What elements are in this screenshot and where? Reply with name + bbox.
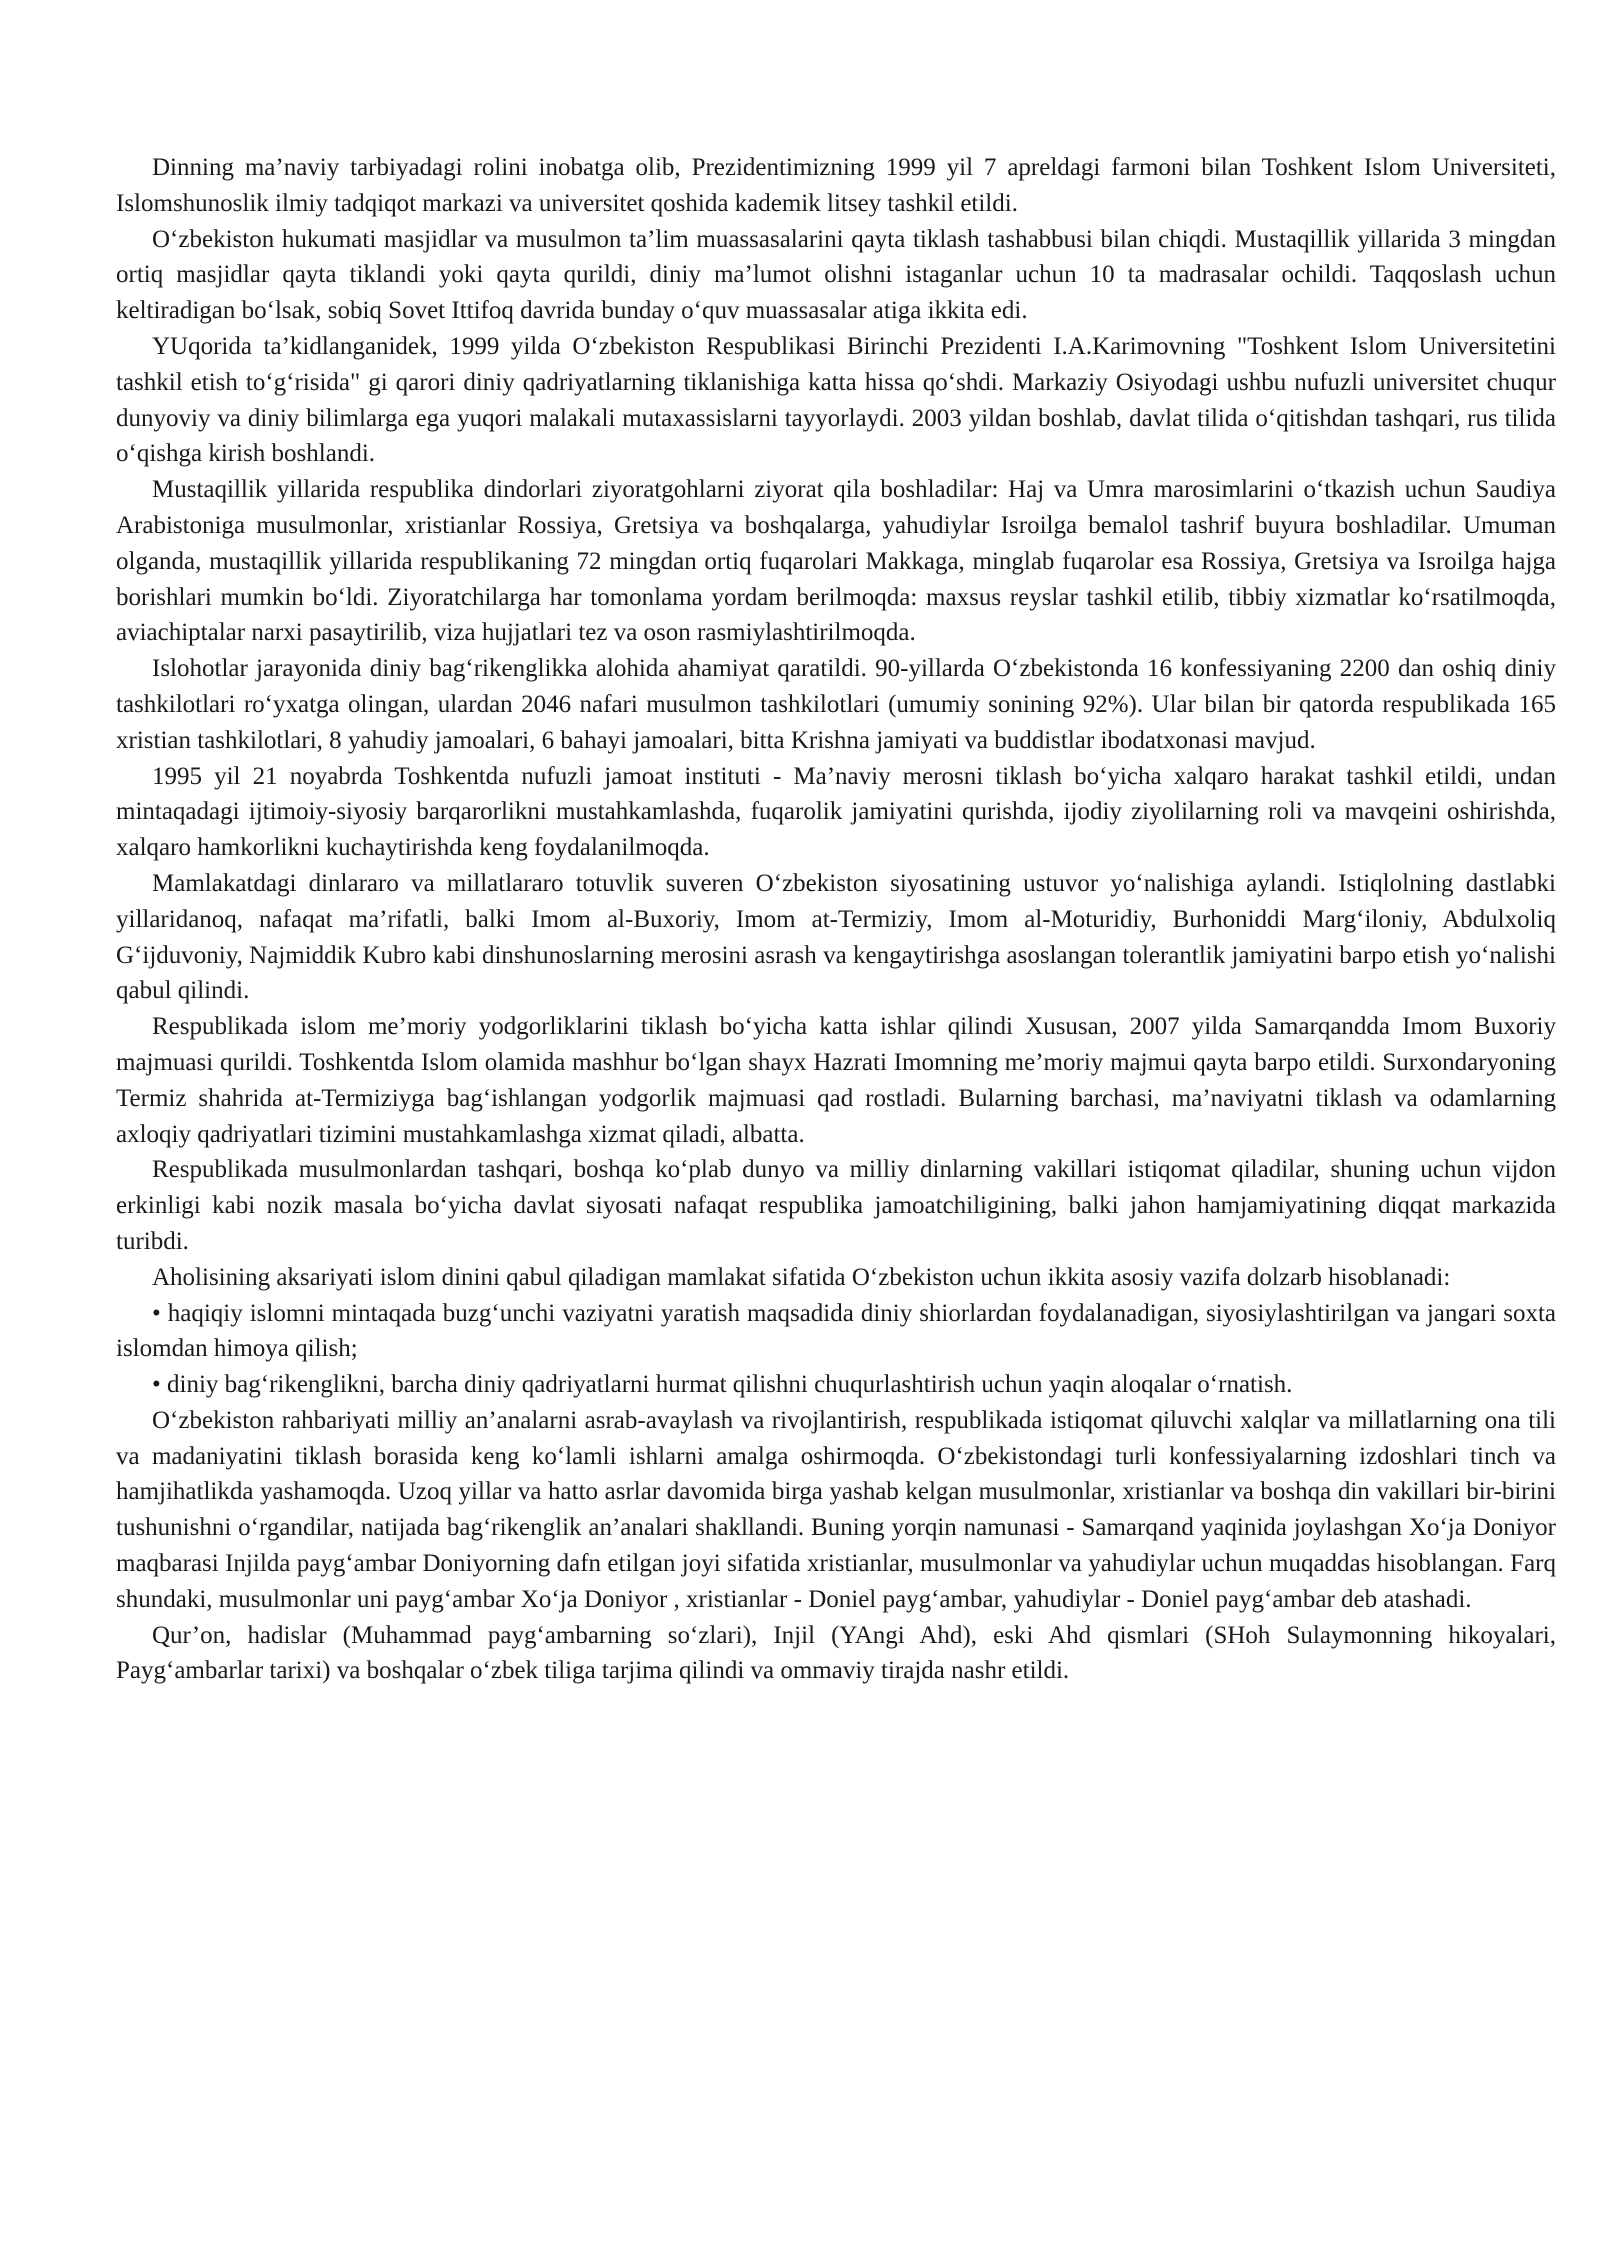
- paragraph: Mamlakatdagi dinlararo va millatlararo totuvlik suveren O‘zbekiston siyosatining ustuvor yo‘nalishiga aylandi. Istiqlolning dastlabki yillaridanoq, nafaqat ma’rifatli, balki Imom al-Buxoriy, Imom at-Termiziy, Imom al-Moturidiy, Burhoniddi Marg‘iloniy, Abdulxoliq G‘ijduvoniy, Najmiddik Kubro kabi dinshunoslarning merosini asrash va kengaytirishga asoslangan tolerantlik jamiyatini barpo etish yo‘nalishi qabul qilindi.: [116, 869, 1556, 1005]
- bullet-item: • diniy bag‘rikenglikni, barcha diniy qadriyatlarni hurmat qilishni chuqurlashtirish uchun yaqin aloqalar o‘rnatish.: [152, 1371, 1293, 1399]
- paragraph: 1995 yil 21 noyabrda Toshkentda nufuzli jamoat instituti - Ma’naviy merosni tiklash bo‘yicha xalqaro harakat tashkil etildi, undan mintaqadagi ijtimoiy-siyosiy barqarorlikni mustahkamlashda, fuqarolik jamiyatini qurishda, ijodiy ziyolilarning roli va mavqeini oshirishda, xalqaro hamkorlikni kuchaytirishda keng foydalanilmoqda.: [116, 762, 1556, 862]
- paragraph: Dinning ma’naviy tarbiyadagi rolini inobatga olib, Prezidentimizning 1999 yil 7 apreldagi farmoni bilan Toshkent Islom Universiteti, Islomshunoslik ilmiy tadqiqot markazi va universitet qoshida kademik litsey tashkil etildi.: [116, 154, 1556, 217]
- paragraph: YUqorida ta’kidlanganidek, 1999 yilda O‘zbekiston Respublikasi Birinchi Prezidenti I.A.Karimovning "Toshkent Islom Universitetini tashkil etish to‘g‘risida" gi qarori diniy qadriyatlarning tiklanishiga katta hissa qo‘shdi. Markaziy Osiyodagi ushbu nufuzli universitet chuqur dunyoviy va diniy bilimlarga ega yuqori malakali mutaxassislarni tayyorlaydi. 2003 yildan boshlab, davlat tilida o‘qitishdan tashqari, rus tilida o‘qishga kirish boshlandi.: [116, 332, 1556, 468]
- paragraph: O‘zbekiston hukumati masjidlar va musulmon ta’lim muassasalarini qayta tiklash tashabbusi bilan chiqdi. Mustaqillik yillarida 3 mingdan ortiq masjidlar qayta tiklandi yoki qayta qurildi, diniy ma’lumot olishni istaganlar uchun 10 ta madrasalar ochildi. Taqqoslash uchun keltiradigan bo‘lsak, sobiq Sovet Ittifoq davrida bunday o‘quv muassasalar atiga ikkita edi.: [116, 225, 1556, 325]
- paragraph: Mustaqillik yillarida respublika dindorlari ziyoratgohlarni ziyorat qila boshladilar: Haj va Umra marosimlarini o‘tkazish uchun Saudiya Arabistoniga musulmonlar, xristianlar Rossiya, Gretsiya va boshqalarga, yahudiylar Isroilga bemalol tashrif buyura boshladilar. Umuman olganda, mustaqillik yillarida respublikaning 72 mingdan ortiq fuqarolari Makkaga, minglab fuqarolar esa Rossiya, Gretsiya va Isroilga hajga borishlari mumkin bo‘ldi. Ziyoratchilarga har tomonlama yordam berilmoqda: maxsus reyslar tashkil etilib, tibbiy xizmatlar ko‘rsatilmoqda, aviachiptalar narxi pasaytirilib, viza hujjatlari tez va oson rasmiylashtirilmoqda.: [116, 476, 1556, 647]
- paragraph: Respublikada islom me’moriy yodgorliklarini tiklash bo‘yicha katta ishlar qilindi Xususan, 2007 yilda Samarqandda Imom Buxoriy majmuasi qurildi. Toshkentda Islom olamida mashhur bo‘lgan shayx Hazrati Imomning me’moriy majmui qayta barpo etildi. Surxondaryoning Termiz shahrida at-Termiziyga bag‘ishlangan yodgorlik majmuasi qad rostladi. Bularning barchasi, ma’naviyatni tiklash va odamlarning axloqiy qadriyatlari tizimini mustahkamlashga xizmat qiladi, albatta.: [116, 1013, 1556, 1148]
- paragraph: Respublikada musulmonlardan tashqari, boshqa ko‘plab dunyo va milliy dinlarning vakillari istiqomat qiladilar, shuning uchun vijdon erkinligi kabi nozik masala bo‘yicha davlat siyosati nafaqat respublika jamoatchiligining, balki jahon hamjamiyatining diqqat markazida turibdi.: [116, 1156, 1556, 1255]
- bullet-item: • haqiqiy islomni mintaqada buzg‘unchi vaziyatni yaratish maqsadida diniy shiorlardan foydalanadigan, siyosiylashtirilgan va jangari soxta islomdan himoya qilish;: [116, 1299, 1556, 1363]
- paragraph: O‘zbekiston rahbariyati milliy an’analarni asrab-avaylash va rivojlantirish, respublikada istiqomat qiluvchi xalqlar va millatlarning ona tili va madaniyatini tiklash borasida keng ko‘lamli ishlarni amalga oshirmoqda. O‘zbekistondagi turli konfessiyalarning izdoshlari tinch va hamjihatlikda yashamoqda. Uzoq yillar va hatto asrlar davomida birga yashab kelgan musulmonlar, xristianlar va boshqa din vakillari bir-birini tushunishni o‘rgandilar, natijada bag‘rikenglik an’analari shakllandi. Buning yorqin namunasi - Samarqand yaqinida joylashgan Xo‘ja Doniyor maqbarasi Injilda payg‘ambar Doniyorning dafn etilgan joyi sifatida xristianlar, musulmonlar va yahudiylar uchun muqaddas hisoblangan. Farq shundaki, musulmonlar uni payg‘ambar Xo‘ja Doniyor , xristianlar - Doniel payg‘ambar, yahudiylar - Doniel payg‘ambar deb atashadi.: [116, 1406, 1556, 1613]
- document-body: [116, 150, 1556, 1689]
- paragraph: Qur’on, hadislar (Muhammad payg‘ambarning so‘zlari), Injil (YAngi Ahd), eski Ahd qismlari (SHoh Sulaymonning hikoyalari, Payg‘ambarlar tarixi) va boshqalar o‘zbek tiliga tarjima qilindi va ommaviy tirajda nashr etildi.: [116, 1621, 1556, 1685]
- paragraph: Aholisining aksariyati islom dinini qabul qiladigan mamlakat sifatida O‘zbekiston uchun ikkita asosiy vazifa dolzarb hisoblanadi:: [152, 1263, 1451, 1291]
- paragraph: Islohotlar jarayonida diniy bag‘rikenglikka alohida ahamiyat qaratildi. 90-yillarda O‘zbekistonda 16 konfessiyaning 2200 dan oshiq diniy tashkilotlari ro‘yxatga olingan, ulardan 2046 nafari musulmon tashkilotlari (umumiy sonining 92%). Ular bilan bir qatorda respublikada 165 xristian tashkilotlari, 8 yahudiy jamoalari, 6 bahayi jamoalari, bitta Krishna jamiyati va buddistlar ibodatxonasi mavjud.: [116, 655, 1556, 754]
